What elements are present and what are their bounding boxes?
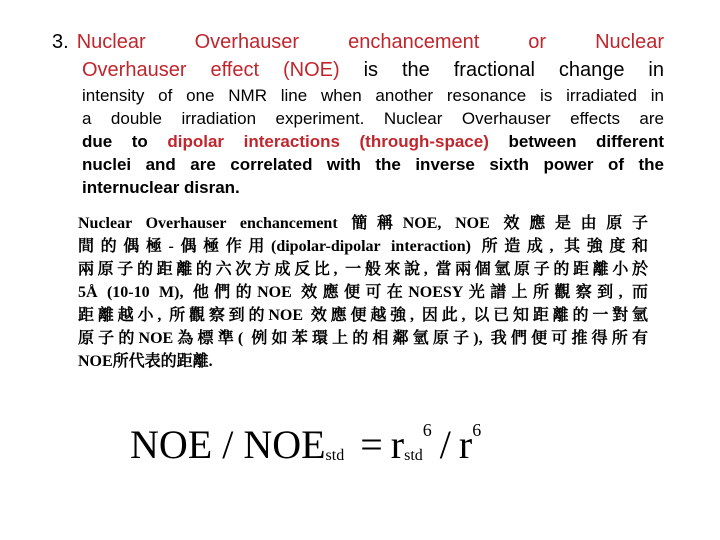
chinese-explanation	[78, 212, 648, 373]
chinese-line: 距離越小, 所觀察到的NOE 效應便越強, 因此, 以已知距離的一對氫	[78, 307, 648, 324]
formula-r-std: r	[390, 422, 405, 467]
chinese-line: NOE所代表的距離.	[78, 353, 213, 370]
chinese-line: 兩原子的距離的六次方成反比, 一般來說, 當兩個氫原子的距離小於	[78, 261, 648, 278]
dipolar-highlight: dipolar interactions (through-space)	[167, 132, 489, 151]
chinese-line: Nuclear Overhauser enchancement 簡稱NOE, NOE 效應是由原子	[78, 215, 648, 232]
noe-formula	[130, 400, 481, 486]
between-text: between different	[488, 132, 665, 151]
definition-line-7: internuclear disran.	[82, 178, 240, 197]
definition-line-1	[52, 28, 664, 56]
formula-lhs: NOE / NOE	[130, 422, 326, 467]
formula-equals: =	[360, 422, 383, 467]
due-to-text: due to	[82, 132, 168, 151]
term-highlight-1: Nuclear Overhauser enchancement or Nuclear	[76, 31, 664, 53]
formula-r2-superscript: 6	[472, 420, 482, 440]
term-highlight-2: Overhauser effect (NOE)	[82, 59, 340, 81]
definition-text-start: is the fractional change in	[363, 59, 664, 81]
chinese-line: 5Å (10-10 M), 他們的NOE 效應便可在NOESY光譜上所觀察到, 而	[78, 284, 648, 301]
definition-line-4: a double irradiation experiment. Nuclear Overhauser effects are	[82, 109, 664, 128]
definition-line-6: nuclei and are correlated with the inverse sixth power of the	[82, 155, 664, 174]
english-definition	[52, 28, 664, 199]
definition-line-2	[52, 56, 664, 84]
formula-r: r	[458, 422, 473, 467]
definition-line-5	[52, 130, 664, 153]
formula-lhs-subscript: std	[325, 447, 345, 464]
formula-slash: /	[439, 422, 451, 467]
chinese-line: 間的偶極-偶極作用(dipolar-dipolar interaction) 所造成, 其強度和	[78, 238, 648, 255]
formula-r-subscript: std	[404, 447, 423, 464]
formula-r-superscript: 6	[422, 420, 432, 440]
chinese-line: 原子的NOE為標準( 例如苯環上的相鄰氫原子), 我們便可推得所有	[78, 330, 648, 347]
definition-line-3: intensity of one NMR line when another resonance is irradiated in	[82, 86, 664, 105]
item-number: 3.	[52, 31, 69, 53]
